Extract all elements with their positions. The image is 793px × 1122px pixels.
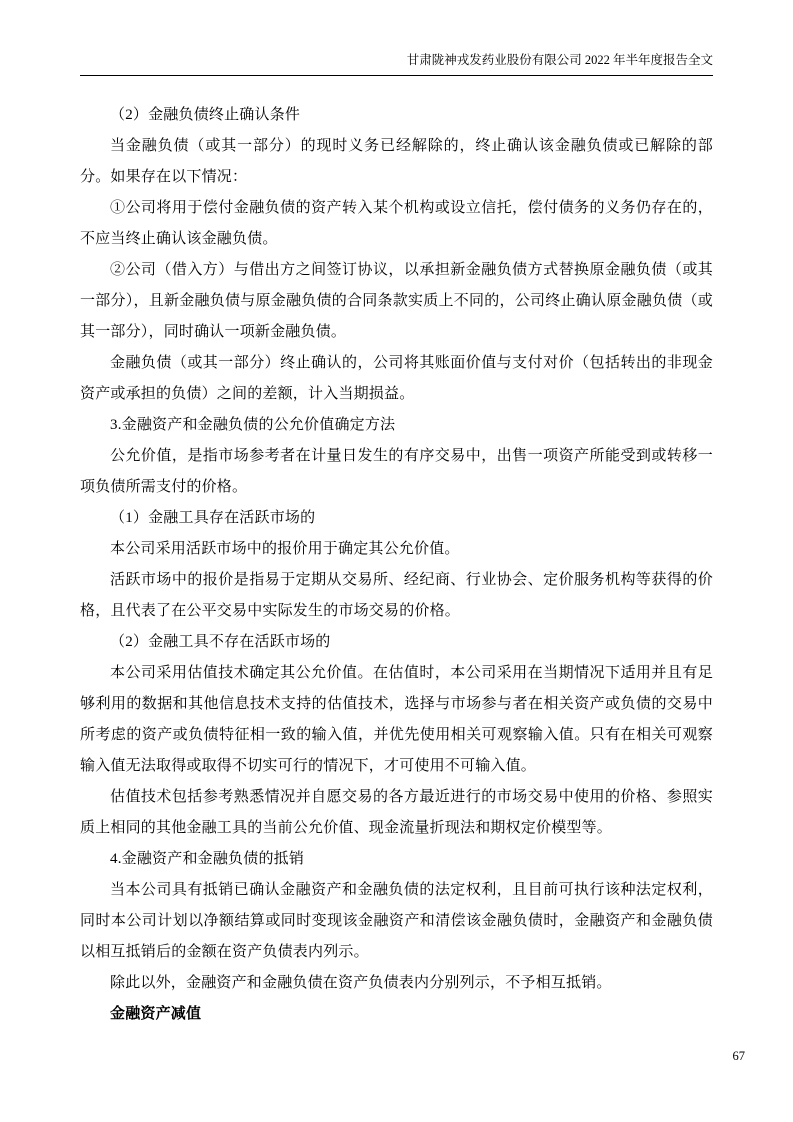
paragraph: 活跃市场中的报价是指易于定期从交易所、经纪商、行业协会、定价服务机构等获得的价格，且代表了在公平交易中实际发生的市场交易的价格。 <box>80 572 713 619</box>
section-heading: 3.金融资产和金融负债的公允价值确定方法 <box>110 417 396 433</box>
report-title: 甘肃陇神戎发药业股份有限公司 2022 年半年度报告全文 <box>406 53 713 67</box>
paragraph: ②公司（借入方）与借出方之间签订协议，以承担新金融负债方式替换原金融负债（或其一部分），且新金融负债与原金融负债的合同条款实质上不同的，公司终止确认原金融负债（或其一部分），同时确认一项新金融负债。 <box>80 262 713 340</box>
paragraph: 公允价值，是指市场参考者在计量日发生的有序交易中，出售一项资产所能受到或转移一项负债所需支付的价格。 <box>80 448 713 495</box>
paragraph: ①公司将用于偿付金融负债的资产转入某个机构或设立信托，偿付债务的义务仍存在的，不应当终止确认该金融负债。 <box>80 200 713 247</box>
page-header <box>80 52 713 76</box>
paragraph: 当金融负债（或其一部分）的现时义务已经解除的，终止确认该金融负债或已解除的部分。如果存在以下情况： <box>80 138 713 185</box>
section-heading: 4.金融资产和金融负债的抵销 <box>110 851 305 867</box>
paragraph: 金融负债（或其一部分）终止确认的，公司将其账面价值与支付对价（包括转出的非现金资产或承担的负债）之间的差额，计入当期损益。 <box>80 355 713 402</box>
paragraph: 估值技术包括参考熟悉情况并自愿交易的各方最近进行的市场交易中使用的价格、参照实质上相同的其他金融工具的当前公允价值、现金流量折现法和期权定价模型等。 <box>80 789 713 836</box>
section-heading: （2）金融负债终止确认条件 <box>110 107 301 123</box>
paragraph: 本公司采用活跃市场中的报价用于确定其公允价值。 <box>110 541 460 557</box>
section-heading-bold: 金融资产减值 <box>110 1006 202 1022</box>
section-heading: （2）金融工具不存在活跃市场的 <box>110 634 331 650</box>
document-body <box>80 100 713 1030</box>
section-heading: （1）金融工具存在活跃市场的 <box>110 510 316 526</box>
page-number: 67 <box>732 1049 745 1063</box>
paragraph: 除此以外，金融资产和金融负债在资产负债表内分别列示，不予相互抵销。 <box>110 975 612 991</box>
paragraph: 当本公司具有抵销已确认金融资产和金融负债的法定权利，且目前可执行该种法定权利，同时本公司计划以净额结算或同时变现该金融资产和清偿该金融负债时，金融资产和金融负债以相互抵销后的金额在资产负债表内列示。 <box>80 882 713 960</box>
paragraph: 本公司采用估值技术确定其公允价值。在估值时，本公司采用在当期情况下适用并且有足够利用的数据和其他信息技术支持的估值技术，选择与市场参与者在相关资产或负债的交易中所考虑的资产或负债特征相一致的输入值，并优先使用相关可观察输入值。只有在相关可观察输入值无法取得或取得不切实可行的情况下，才可使用不可输入值。 <box>80 665 713 774</box>
